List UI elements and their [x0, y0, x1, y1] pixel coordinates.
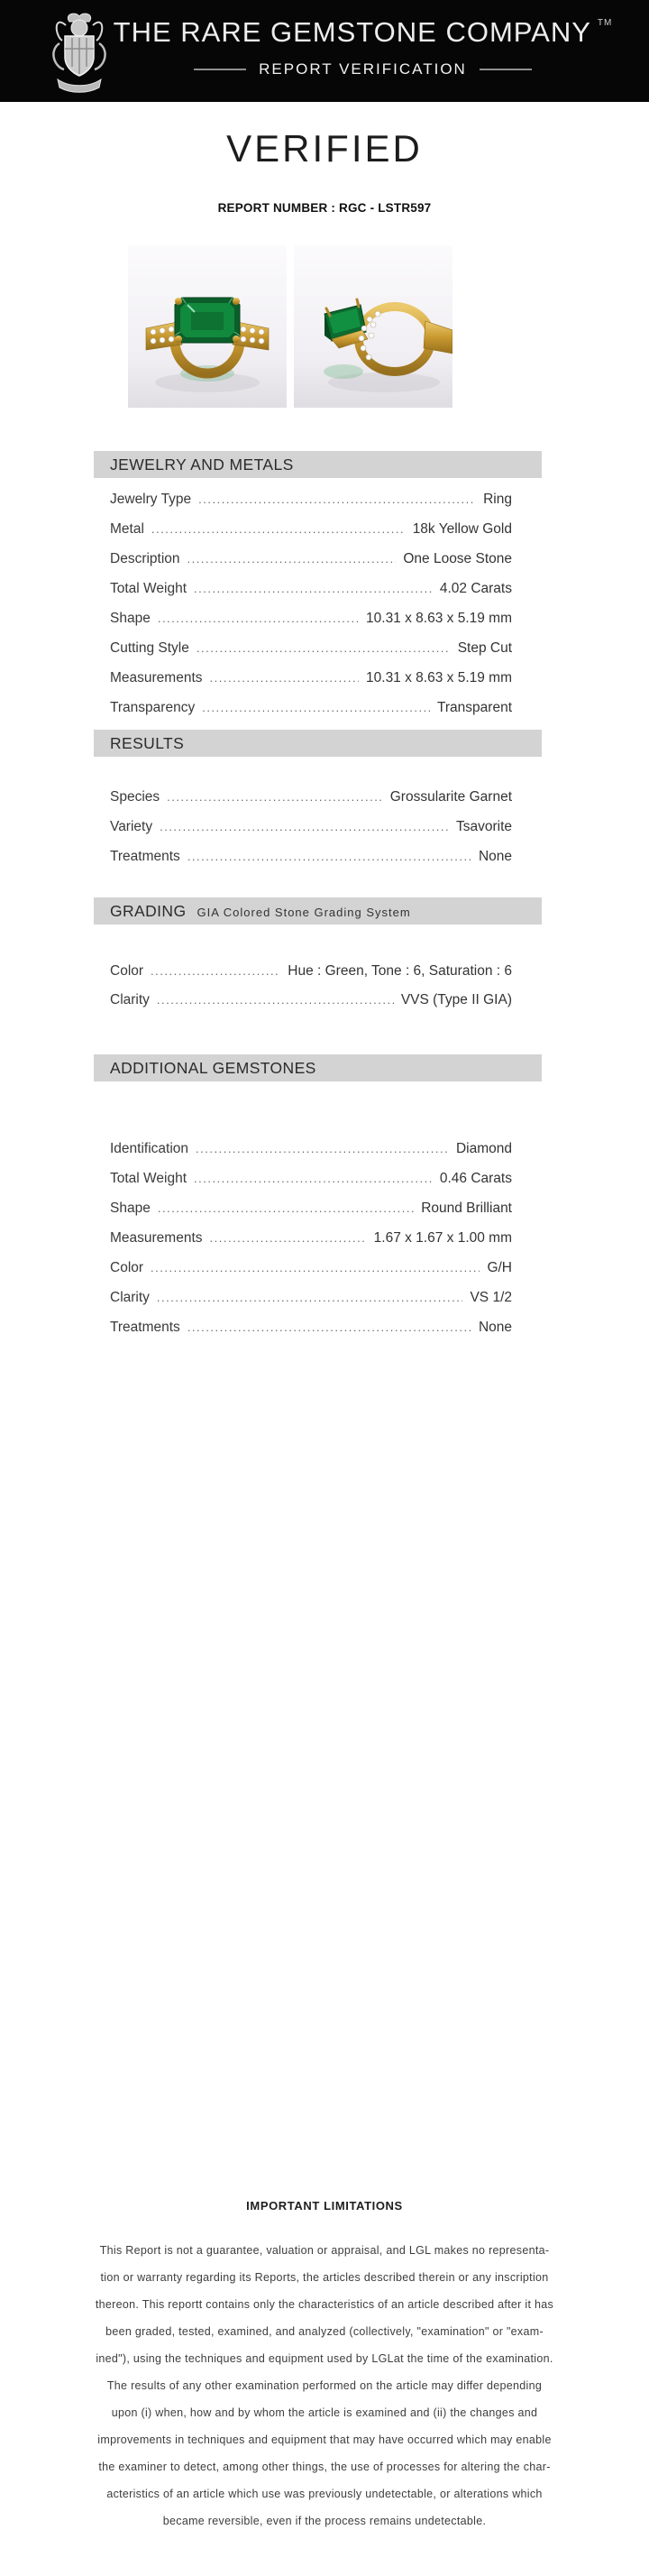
- section-header: [94, 897, 542, 925]
- section-header: [94, 1054, 542, 1081]
- spec-label: Jewelry Type: [110, 492, 192, 507]
- spec-value: 0.46 Carats: [439, 1171, 512, 1186]
- section-title: JEWELRY AND METALS: [110, 455, 294, 474]
- important-limitations: [36, 2199, 613, 2535]
- spec-value: Grossularite Garnet: [389, 789, 512, 805]
- spec-row: [110, 789, 512, 805]
- spec-value: 10.31 x 8.63 x 5.19 mm: [366, 611, 512, 626]
- limitations-line: improvements in techniques and equipment that may have occurred which may enable: [97, 2433, 552, 2446]
- dotted-leader: [187, 1320, 471, 1336]
- spec-row: [110, 819, 512, 835]
- spec-label: Shape: [110, 611, 151, 626]
- spec-value: VS 1/2: [470, 1290, 512, 1305]
- spec-row: [110, 611, 512, 627]
- banner-left-rule: [194, 69, 246, 70]
- dotted-leader: [158, 1201, 414, 1217]
- dotted-leader: [194, 581, 433, 597]
- dotted-leader: [198, 492, 476, 508]
- spec-label: Measurements: [110, 670, 203, 685]
- spec-row: [110, 1141, 512, 1157]
- spec-label: Total Weight: [110, 1171, 187, 1186]
- limitations-line: the examiner to detect, among other things, the use of processes for altering the char-: [98, 2461, 551, 2473]
- spec-row: [110, 492, 512, 508]
- spec-value: 10.31 x 8.63 x 5.19 mm: [366, 670, 512, 685]
- spec-label: Color: [110, 1260, 144, 1275]
- header-title-block: [77, 16, 649, 78]
- banner-right-rule: [480, 69, 532, 70]
- spec-label: Species: [110, 789, 160, 805]
- spec-label: Shape: [110, 1201, 151, 1216]
- section-rows: [110, 492, 512, 716]
- dotted-leader: [194, 1171, 433, 1187]
- section-rows: [110, 1141, 512, 1336]
- spec-value: Hue : Green, Tone : 6, Saturation : 6: [288, 963, 512, 979]
- limitations-line: became reversible, even if the process remains undetectable.: [162, 2515, 487, 2527]
- dotted-leader: [151, 521, 406, 538]
- spec-label: Cutting Style: [110, 640, 189, 656]
- spec-row: [110, 581, 512, 597]
- spec-label: Measurements: [110, 1230, 203, 1246]
- limitations-line: ined"), using the techniques and equipment used by LGLat the time of the examination.: [96, 2352, 553, 2365]
- limitations-line: The results of any other examination performed on the article may differ depending: [106, 2379, 543, 2392]
- spec-row: [110, 992, 512, 1008]
- spec-value: Ring: [483, 492, 512, 507]
- dotted-leader: [158, 611, 359, 627]
- section-rows: [110, 957, 512, 1008]
- spec-row: [110, 551, 512, 567]
- dotted-leader: [197, 640, 451, 657]
- spec-label: Identification: [110, 1141, 189, 1156]
- section-subtitle: GIA Colored Stone Grading System: [197, 906, 411, 919]
- spec-value: 1.67 x 1.67 x 1.00 mm: [373, 1230, 512, 1246]
- section-grading: [0, 897, 649, 1008]
- spec-label: Treatments: [110, 1320, 180, 1335]
- spec-value: G/H: [487, 1260, 512, 1275]
- section-additional-gemstones: [0, 1054, 649, 1336]
- spec-label: Transparency: [110, 700, 196, 715]
- section-title: RESULTS: [110, 734, 185, 752]
- limitations-text: [36, 2237, 613, 2535]
- spec-label: Clarity: [110, 992, 150, 1007]
- spec-value: 18k Yellow Gold: [412, 521, 512, 537]
- section-header: [94, 730, 542, 757]
- dotted-leader: [157, 992, 394, 1008]
- spec-row: [110, 957, 512, 985]
- spec-value: None: [478, 1320, 512, 1335]
- spec-row: [110, 521, 512, 538]
- limitations-line: thereon. This reportt contains only the characteristics of an article described after it has: [95, 2298, 554, 2311]
- dotted-leader: [210, 1230, 367, 1247]
- spec-row: [110, 1230, 512, 1247]
- dotted-leader: [202, 700, 430, 716]
- ring-side-photo: [294, 245, 452, 408]
- spec-value: Transparent: [437, 700, 512, 715]
- spec-row: [110, 700, 512, 716]
- verified-status: VERIFIED: [226, 127, 423, 170]
- spec-label: Variety: [110, 819, 153, 834]
- ring-front-photo: [128, 245, 287, 408]
- spec-value: VVS (Type II GIA): [400, 992, 512, 1007]
- spec-value: 4.02 Carats: [439, 581, 512, 596]
- limitations-line: acteristics of an article which use was previously undetectable, or alterations which: [106, 2488, 543, 2500]
- limitations-title: IMPORTANT LIMITATIONS: [246, 2199, 403, 2213]
- spec-label: Total Weight: [110, 581, 187, 596]
- spec-value: Diamond: [455, 1141, 512, 1156]
- spec-label: Treatments: [110, 849, 180, 864]
- spec-row: [110, 1320, 512, 1336]
- dotted-leader: [151, 1260, 480, 1276]
- report-number: REPORT NUMBER : RGC - LSTR597: [217, 201, 432, 215]
- section-jewelry-and-metals: [0, 451, 649, 716]
- header: [0, 0, 649, 102]
- spec-row: [110, 1201, 512, 1217]
- spec-label: Color: [110, 963, 144, 979]
- dotted-leader: [187, 551, 397, 567]
- dotted-leader: [160, 819, 449, 835]
- spec-value: One Loose Stone: [403, 551, 512, 566]
- dotted-leader: [210, 670, 360, 686]
- dotted-leader: [196, 1141, 449, 1157]
- dotted-leader: [167, 789, 383, 805]
- spec-row: [110, 1171, 512, 1187]
- trademark-mark: TM: [597, 18, 613, 28]
- spec-label: Description: [110, 551, 180, 566]
- dotted-leader: [187, 849, 471, 865]
- spec-label: Metal: [110, 521, 144, 537]
- limitations-line: This Report is not a guarantee, valuation or appraisal, and LGL makes no representa-: [99, 2244, 550, 2257]
- section-title: GRADING: [110, 902, 187, 920]
- section-rows: [110, 789, 512, 865]
- spec-row: [110, 1290, 512, 1306]
- ring-photos: [128, 245, 649, 408]
- spec-row: [110, 1260, 512, 1276]
- section-title: ADDITIONAL GEMSTONES: [110, 1059, 316, 1077]
- spec-row: [110, 670, 512, 686]
- section-results: [0, 730, 649, 865]
- limitations-line: been graded, tested, examined, and analyzed (collectively, "examination" or "exam-: [105, 2325, 544, 2338]
- spec-label: Clarity: [110, 1290, 150, 1305]
- report-verification-banner: REPORT VERIFICATION: [77, 60, 649, 78]
- spec-value: None: [478, 849, 512, 864]
- dotted-leader: [157, 1290, 463, 1306]
- limitations-line: tion or warranty regarding its Reports, the articles described therein or any inscription: [100, 2271, 549, 2284]
- limitations-line: upon (i) when, how and by whom the article is examined and (ii) the changes and: [111, 2406, 538, 2419]
- spec-value: Tsavorite: [455, 819, 512, 834]
- spec-row: [110, 640, 512, 657]
- dotted-leader: [151, 963, 280, 980]
- section-header: [94, 451, 542, 478]
- company-name: THE RARE GEMSTONE COMPANY ™: [113, 16, 613, 48]
- spec-value: Round Brilliant: [421, 1201, 512, 1216]
- spec-row: [110, 849, 512, 865]
- spec-value: Step Cut: [457, 640, 512, 656]
